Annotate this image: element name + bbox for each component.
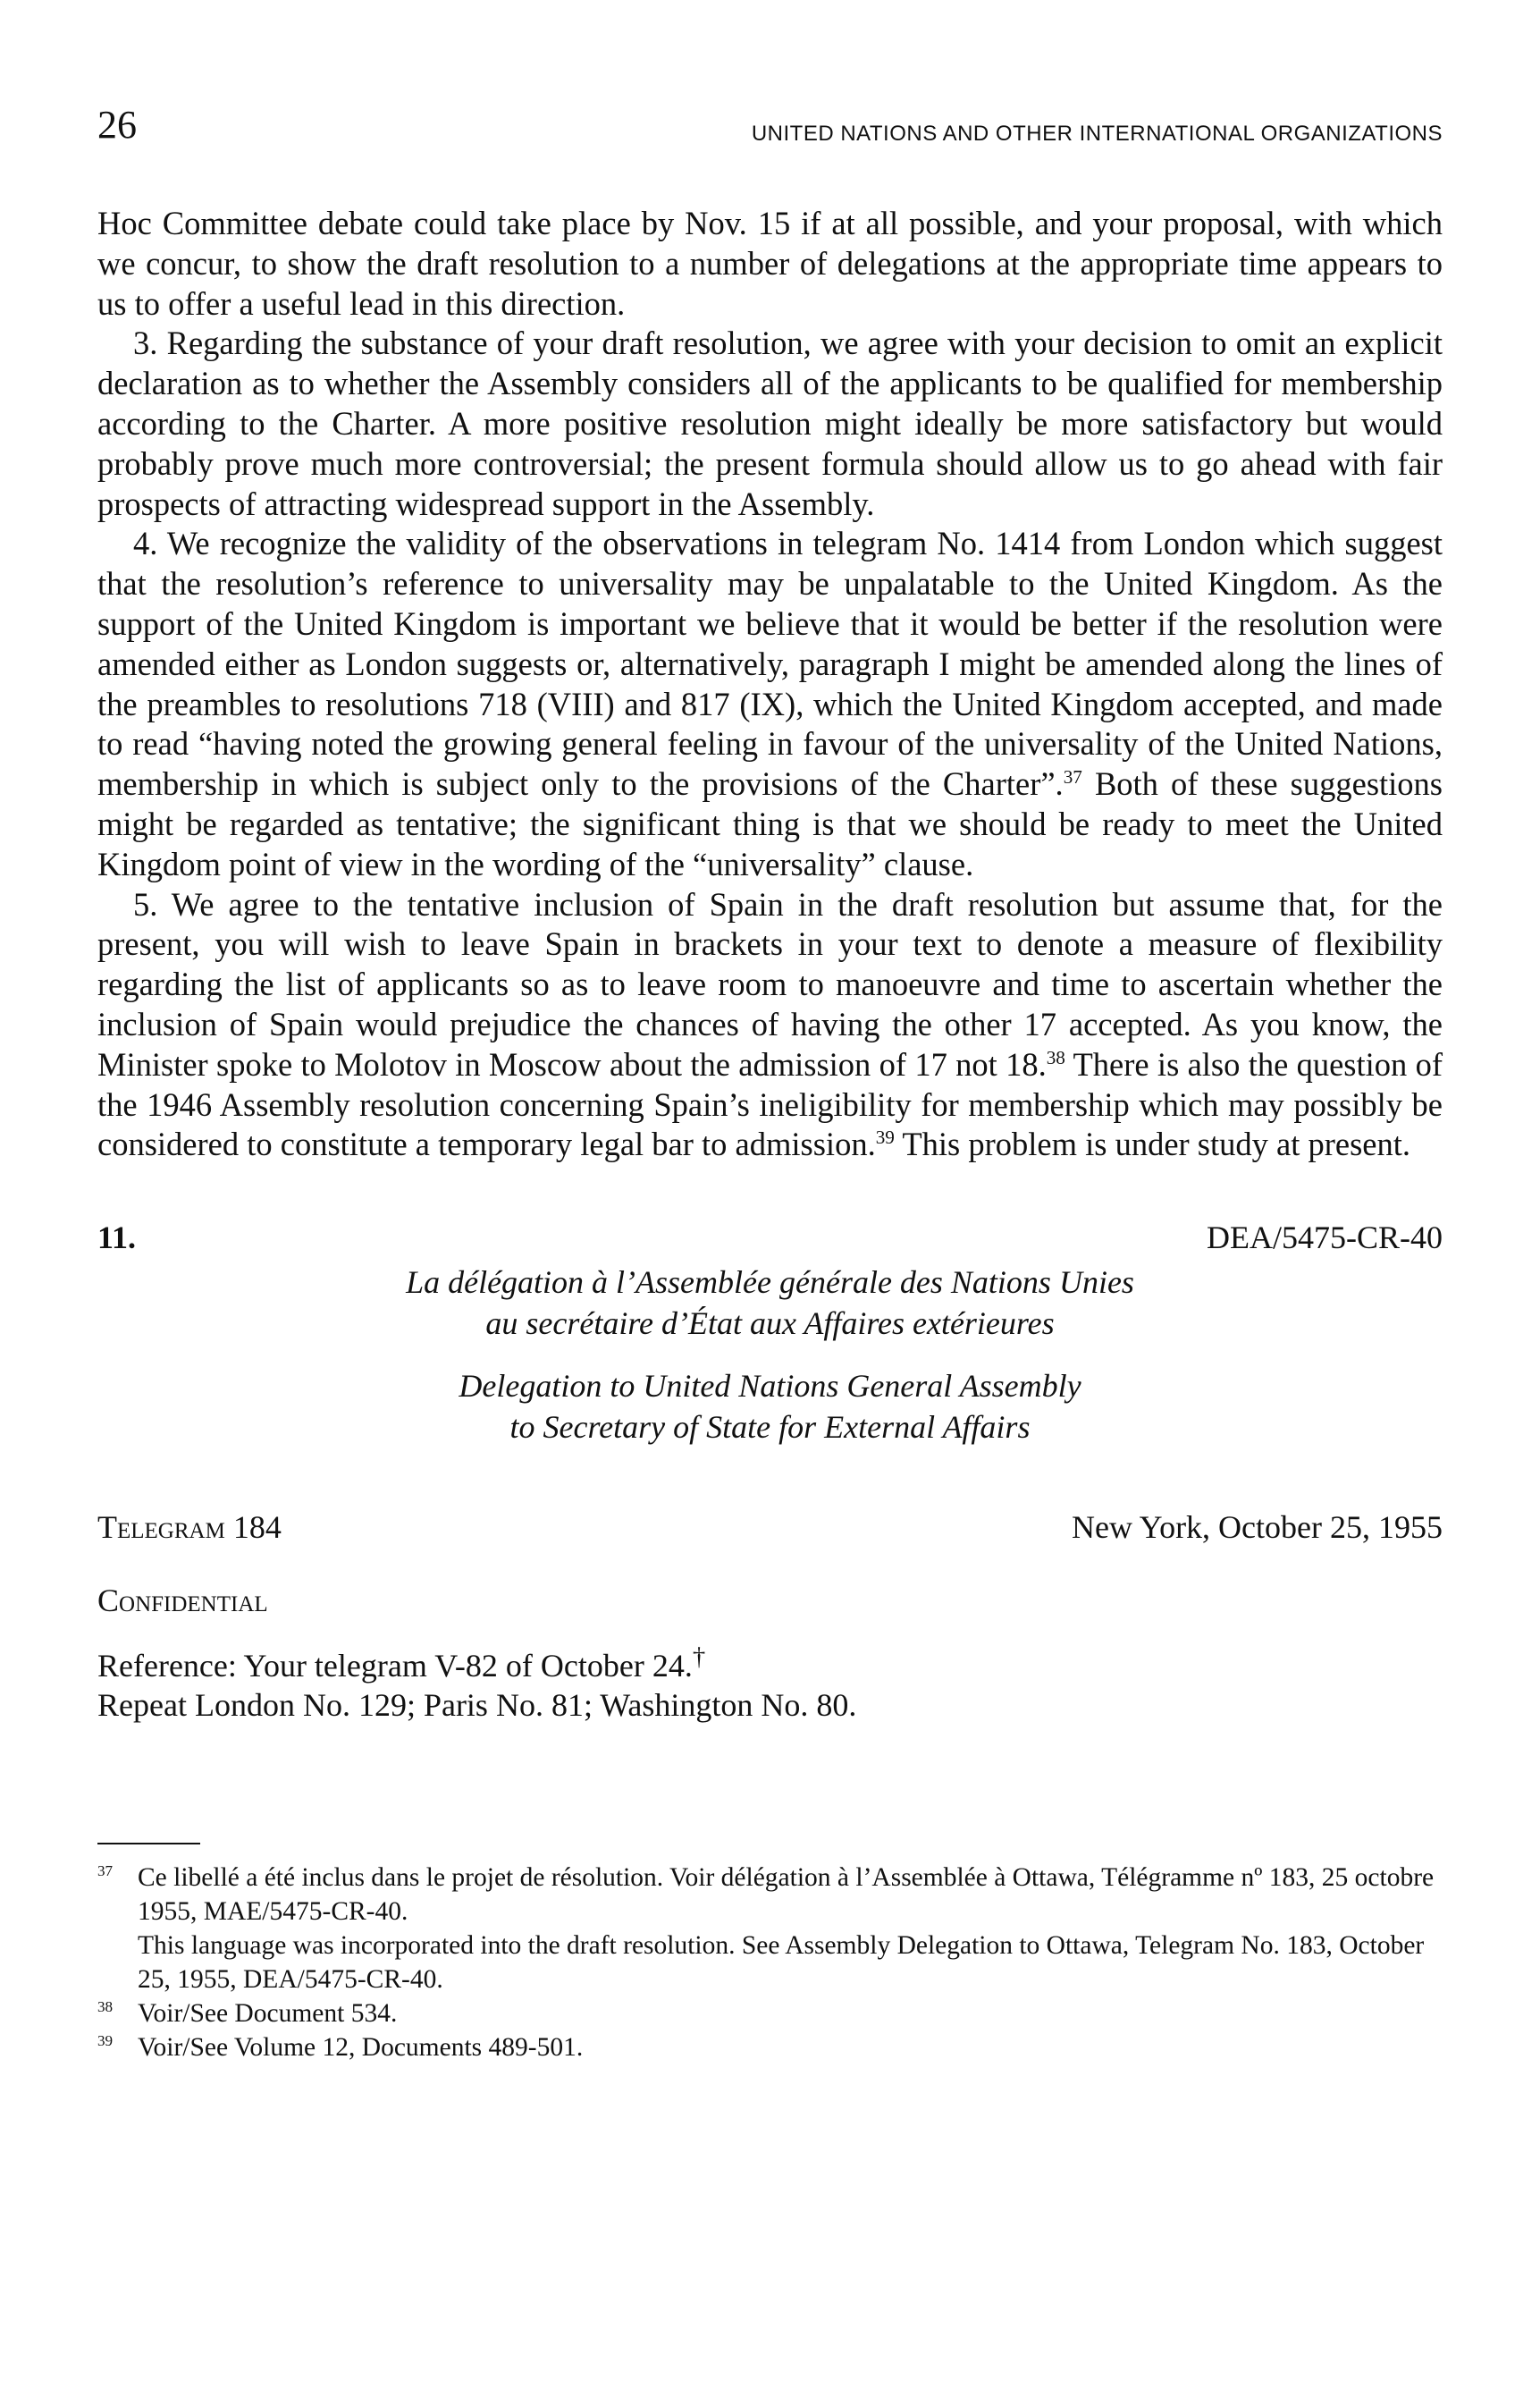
footnote-39-label xyxy=(97,2030,138,2064)
document-number: 11. xyxy=(97,1220,137,1256)
dagger-mark: † xyxy=(692,1642,706,1672)
file-reference: DEA/5475-CR-40 xyxy=(1207,1220,1443,1256)
page-number: 26 xyxy=(97,103,137,147)
document-page xyxy=(97,103,1443,2064)
footnote-39-number: 39 xyxy=(97,2032,114,2050)
telegram-line xyxy=(97,1508,1443,1551)
footnote-ref-37[interactable]: 37 xyxy=(1063,766,1082,788)
addressee-english-line-2: to Secretary of State for External Affairs xyxy=(509,1409,1031,1446)
footnote-37-label xyxy=(97,1861,138,1895)
footnote-38-number: 38 xyxy=(97,1998,114,2016)
paragraph-4 xyxy=(97,524,1443,884)
footnote-37-french: Ce libellé a été inclus dans le projet de résolution. Voir délégation à l’Assemblée à Ottawa, Télégramme nº 183, 25 octobre 1955, MAE/5475-CR-40. xyxy=(138,1863,1435,1927)
references xyxy=(97,1642,1443,1725)
footnote-ref-39[interactable]: 39 xyxy=(875,1127,895,1149)
reference-line xyxy=(97,1642,1443,1685)
paragraph-5-text-a: 5. We agree to the tentative inclusion of Spain in the draft resolution but assume that, for the present, you will wish to leave Spain in brackets in your text to denote a measure of flexibility regarding the list of applicants so as to leave room to manoeuvre and time to ascertain whether the inclusion of Spain would prejudice the chances of having the other 17 accepted. As you know, the Minister spoke to Molotov in Moscow about the admission of 17 not 18. xyxy=(97,885,1443,1083)
footnote-38 xyxy=(97,1996,1443,2030)
addressee-french xyxy=(97,1262,1443,1344)
footnote-divider xyxy=(97,1843,200,1844)
paragraph-3: 3. Regarding the substance of your draft resolution, we agree with your decision to omit an explicit declaration as to whether the Assembly considers all of the applicants to be qualified for membership according to the Charter. A more positive resolution might ideally be more satisfactory but would probably prove much more controversial; the present formula should allow us to go ahead with fair prospects of attracting widespread support in the Assembly. xyxy=(97,325,1443,522)
paragraph-4-text-a: 4. We recognize the validity of the observations in telegram No. 1414 from London which suggest that the resolution’s reference to universality may be unpalatable to the United Kingdom. As the support of the United Kingdom is important we believe that it would be better if the resolution were amended either as London suggests or, alternatively, paragraph I might be amended along the lines of the preambles to resolutions 718 (VIII) and 817 (IX), which the United Kingdom accepted, and made to read “having noted the growing general feeling in favour of the universality of the United Nations, membership in which is subject only to the provisions of the Charter”. xyxy=(97,525,1443,803)
footnote-38-label xyxy=(97,1996,138,2030)
paragraph-5-text-b: There is also the question of the 1946 Assembly resolution concerning Spain’s ineligibility for membership which may possibly be considered to constitute a temporary legal bar to admission. xyxy=(97,1045,1443,1163)
footnote-38-text: Voir/See Document 534. xyxy=(138,1999,398,2029)
footnote-39-text: Voir/See Volume 12, Documents 489-501. xyxy=(138,2033,584,2063)
telegram-number: Telegram 184 xyxy=(97,1509,282,1546)
running-head xyxy=(97,103,1443,159)
footnote-39 xyxy=(97,2030,1443,2064)
footnote-37 xyxy=(97,1861,1443,1929)
body-text xyxy=(97,204,1443,1165)
paragraph-5-text-c: This problem is under study at present. xyxy=(894,1126,1411,1163)
paragraph-continued: Hoc Committee debate could take place by Nov. 15 if at all possible, and your proposal, with which we concur, to show the draft resolution to a number of delegations at the appropriate time appears to us to offer a useful lead in this direction. xyxy=(97,205,1443,322)
addressee-english xyxy=(97,1365,1443,1447)
addressee-block xyxy=(97,1262,1443,1447)
classification: Confidential xyxy=(97,1583,268,1619)
footnote-37-number: 37 xyxy=(97,1862,114,1880)
paragraph-4-text-b: Both of these suggestions might be regarded as tentative; the significant thing is that we should be ready to meet the United Kingdom point of view in the wording of the “universality” clause. xyxy=(97,765,1443,882)
repeat-line: Repeat London No. 129; Paris No. 81; Washington No. 80. xyxy=(97,1687,857,1724)
running-title: UNITED NATIONS AND OTHER INTERNATIONAL ORGANIZATIONS xyxy=(751,122,1443,146)
document-heading xyxy=(97,1208,1443,1262)
paragraph-5 xyxy=(97,885,1443,1166)
place-date: New York, October 25, 1955 xyxy=(1072,1509,1443,1546)
reference-text: Reference: Your telegram V-82 of October 24. xyxy=(97,1648,693,1684)
footnote-ref-38[interactable]: 38 xyxy=(1046,1046,1065,1068)
footnote-37-english: This language was incorporated into the draft resolution. See Assembly Delegation to Ottawa, Telegram No. 183, October 25, 1955, DEA/5475-CR-40. xyxy=(138,1931,1425,1995)
addressee-english-line-1: Delegation to United Nations General Assembly xyxy=(459,1368,1081,1405)
addressee-french-line-1: La délégation à l’Assemblée générale des Nations Unies xyxy=(406,1264,1134,1301)
addressee-french-line-2: au secrétaire d’État aux Affaires extérieures xyxy=(485,1305,1055,1342)
footnotes xyxy=(97,1861,1443,2064)
